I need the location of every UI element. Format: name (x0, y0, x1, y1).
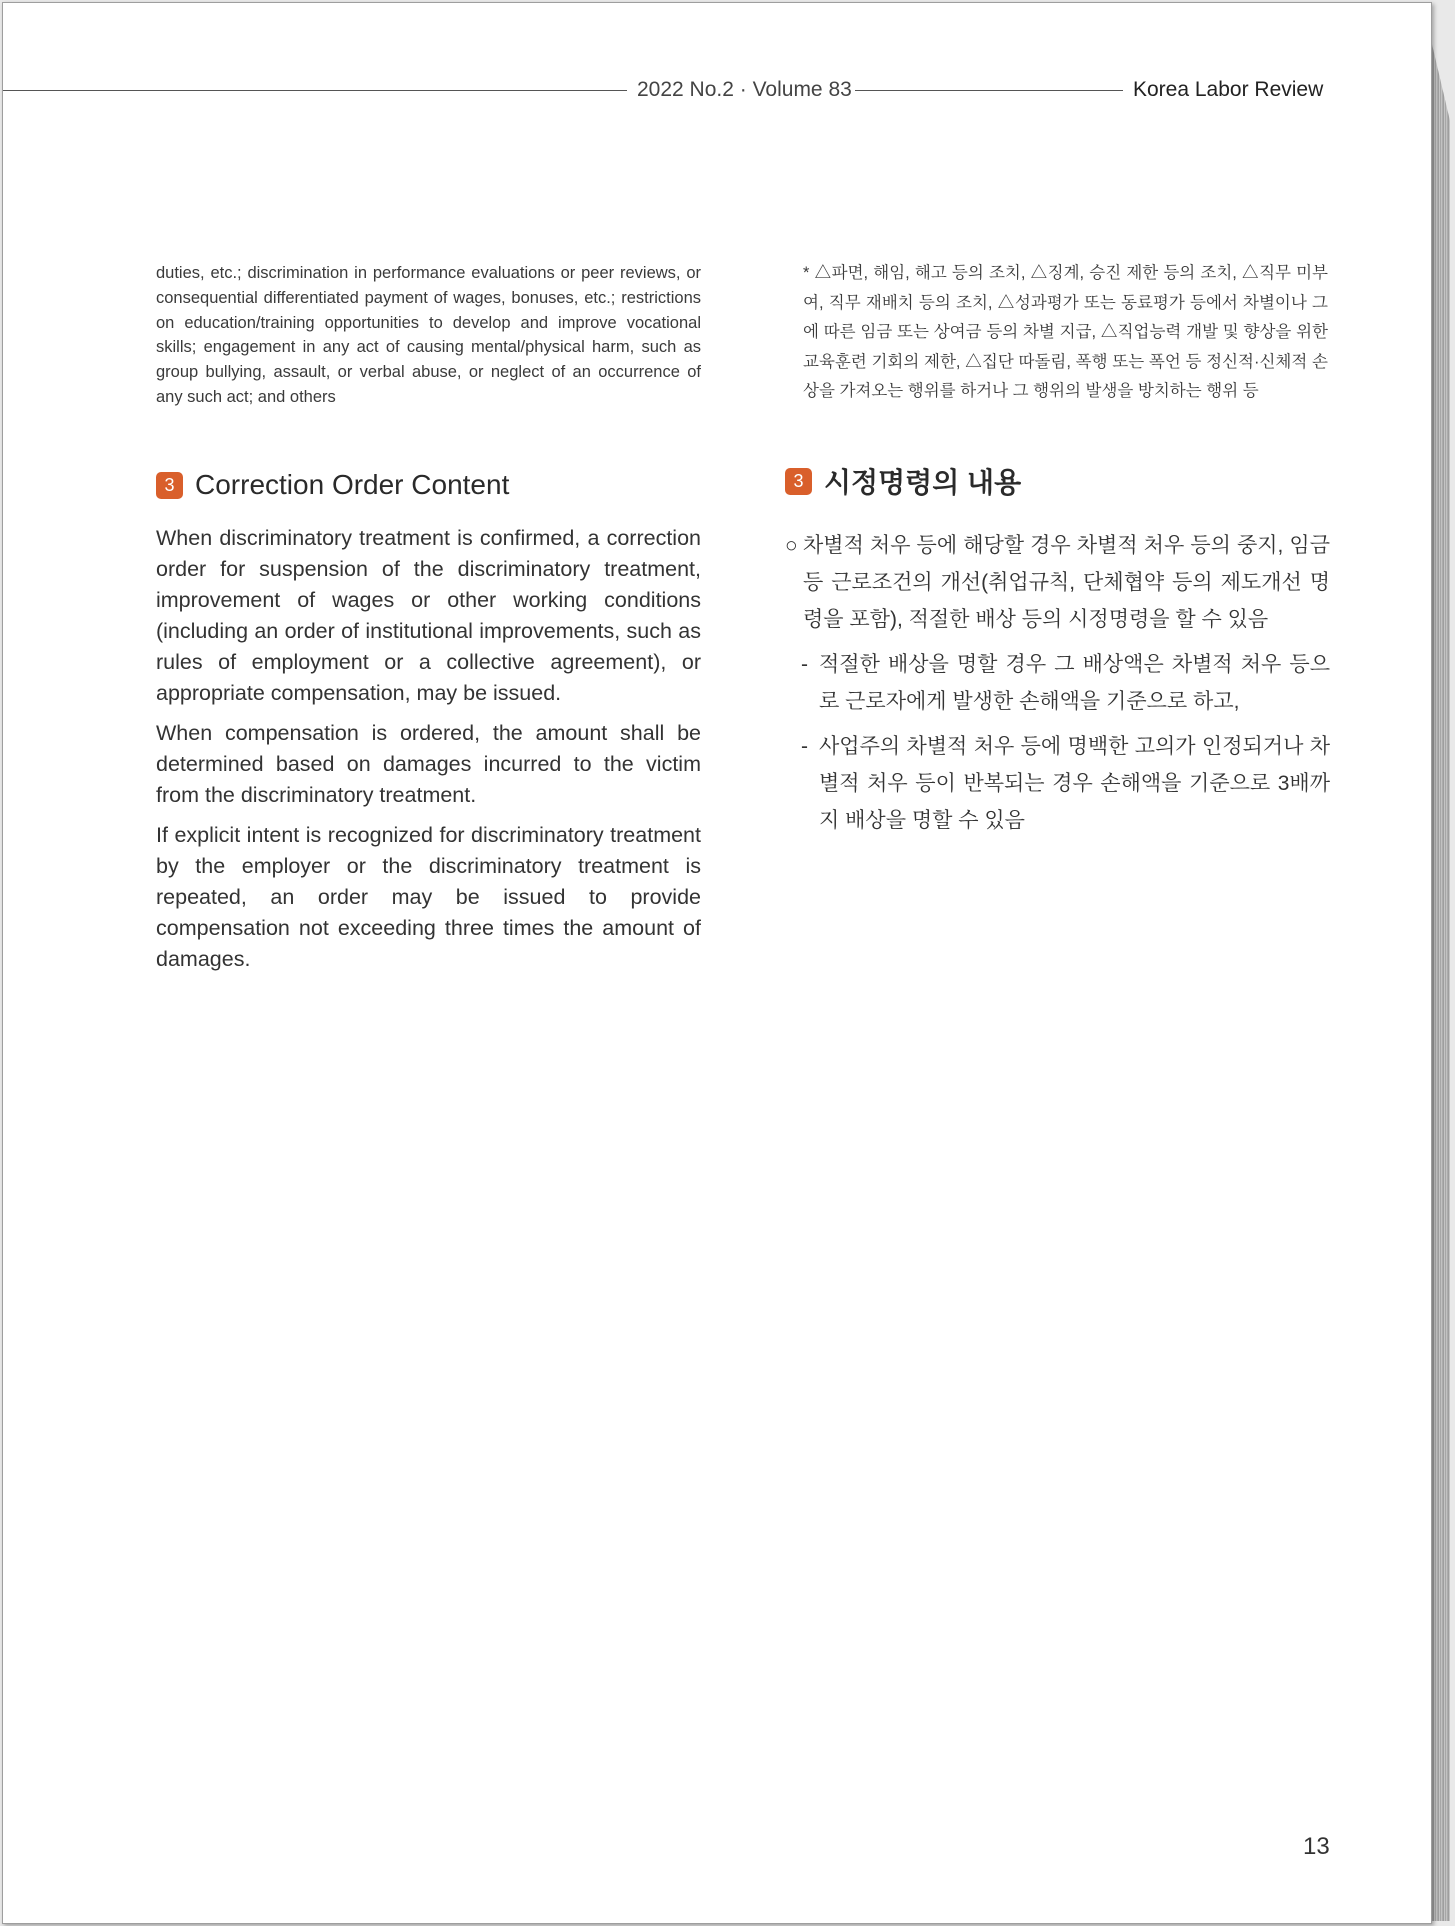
body-paragraph: When discriminatory treatment is confirmed, a correction order for suspension of the discriminatory treatment, improvement of wages or other working conditions (including an order of institutional improvements, such as rules of employment or a collective agreement), or appropriate compensation, may be issued. (156, 526, 701, 705)
left-footnote: duties, etc.; discrimination in performance evaluations or peer reviews, or consequential differentiated payment of wages, bonuses, etc.; restrictions on education/training opportunities to develop and improve vocational skills; engagement in any act of causing mental/physical harm, such as group bullying, assault, or verbal abuse, or neglect of an occurrence of any such act; and others (156, 264, 701, 406)
right-section-heading (785, 461, 1021, 501)
dash-text: 사업주의 차별적 처우 등에 명백한 고의가 인정되거나 차별적 처우 등이 반복되는 경우 손해액을 기준으로 3배까지 배상을 명할 수 있음 (819, 735, 1330, 832)
dash-marker: - (801, 653, 808, 676)
body-paragraph: If explicit intent is recognized for discriminatory treatment by the employer or the discriminatory treatment is repeated, an order may be issued to provide compensation not exceeding three times the amount of damages. (156, 823, 701, 971)
dash-item (801, 728, 1330, 839)
body-paragraph: When compensation is ordered, the amount shall be determined based on damages incurred to the victim from the discriminatory treatment. (156, 721, 701, 807)
header-rule-left (3, 90, 627, 91)
dash-text: 적절한 배상을 명할 경우 그 배상액은 차별적 처우 등으로 근로자에게 발생한 손해액을 기준으로 하고, (819, 653, 1330, 713)
section-title: Correction Order Content (195, 469, 510, 500)
right-footnote: * △파면, 해임, 해고 등의 조치, △징계, 승진 제한 등의 조치, △직무 미부여, 직무 재배치 등의 조치, △성과평가 또는 동료평가 등에서 차별이나 그에 따른 임금 또는 상여금 등의 차별 지급, △직업능력 개발 및 향상을 위한 교육훈련 기회의 제한, △집단 따돌림, 폭행 또는 폭언 등 정신적·신체적 손상을 가져오는 행위를 하거나 그 행위의 발생을 방치하는 행위 등 (803, 264, 1328, 401)
document-page (2, 2, 1432, 1924)
section-number-badge: 3 (785, 468, 812, 495)
circle-bullet-icon: ○ (785, 534, 798, 557)
left-body (156, 523, 701, 984)
section-title: 시정명령의 내용 (824, 467, 1022, 498)
header-journal: Korea Labor Review (1133, 78, 1324, 101)
bullet-text: 차별적 처우 등에 해당할 경우 차별적 처우 등의 중지, 임금 등 근로조건의 개선(취업규칙, 단체협약 등의 제도개선 명령을 포함), 적절한 배상 등의 시정명령을 할 수 있음 (803, 534, 1330, 631)
page-number: 13 (1303, 1833, 1330, 1860)
right-body (785, 527, 1330, 847)
bullet-item (785, 527, 1330, 638)
dash-marker: - (801, 735, 808, 758)
dash-item (801, 646, 1330, 720)
header-rule-right (855, 90, 1123, 91)
section-number-badge: 3 (156, 472, 183, 499)
left-section-heading (156, 469, 509, 501)
header-issue: 2022 No.2 · Volume 83 (637, 78, 852, 101)
